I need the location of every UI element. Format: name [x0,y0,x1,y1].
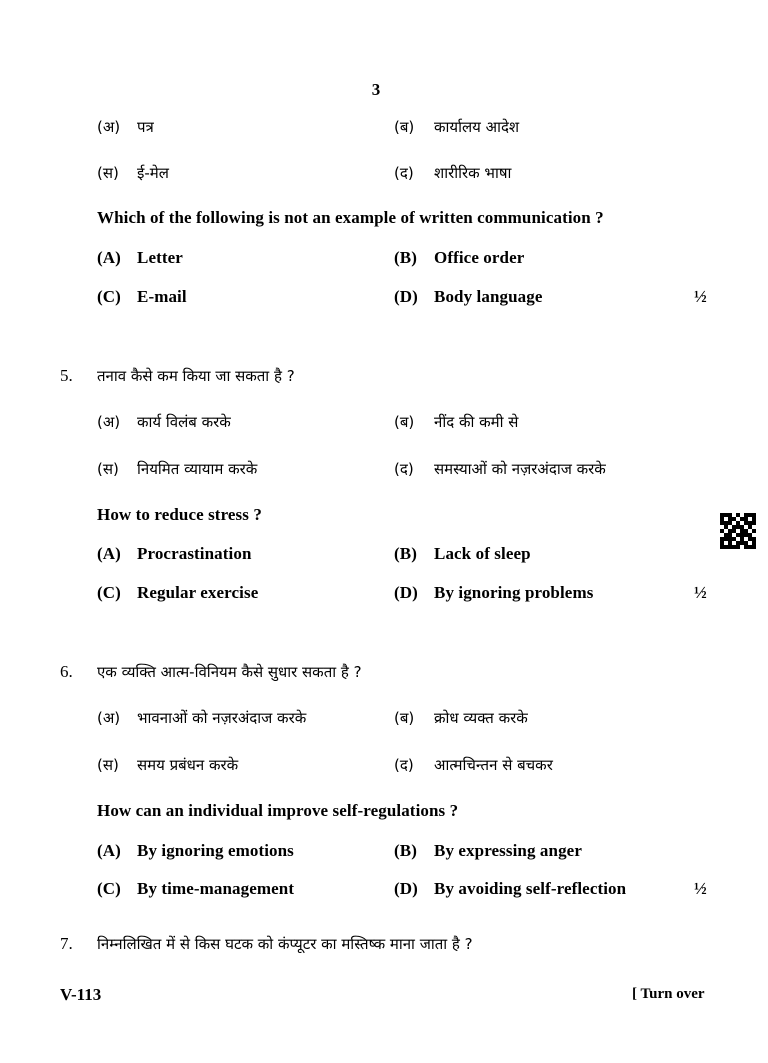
option-b-english: (B) By expressing anger [394,841,582,860]
option-a-hindi: (अ) कार्य विलंब करके [97,413,231,431]
option-b-english: (B) Office order [394,248,525,267]
option-d-hindi: (द) आत्मचिन्तन से बचकर [394,756,553,774]
paper-code: V-113 [60,985,102,1004]
question-text-hindi: तनाव कैसे कम किया जा सकता है ? [97,367,295,385]
option-a-hindi: (अ) भावनाओं को नज़रअंदाज करके [97,709,307,727]
option-c-english: (C) By time-management [97,879,295,898]
option-d-hindi: (द) शारीरिक भाषा [394,164,512,182]
option-a-english: (A) Letter [97,248,183,267]
question-text-hindi: निम्नलिखित में से किस घटक को कंप्यूटर का मस्तिष्क माना जाता है ? [97,935,473,953]
marks-label: ½ [694,287,707,306]
option-a-english: (A) By ignoring emotions [97,841,294,860]
marks-label: ½ [694,583,707,602]
qr-code-icon [720,513,756,549]
question-number: 7. [60,934,73,953]
question-number: 6. [60,662,73,681]
question-number: 5. [60,366,73,385]
option-d-english: (D) By avoiding self-reflection [394,879,627,898]
option-d-english: (D) Body language [394,287,543,306]
option-b-english: (B) Lack of sleep [394,544,531,563]
option-c-hindi: (स) नियमित व्यायाम करके [97,460,258,478]
turn-over-label: [ Turn over [632,986,705,1002]
option-d-english: (D) By ignoring problems [394,583,594,602]
question-text-english: How can an individual improve self-regulations ? [97,801,459,820]
question-text-english: How to reduce stress ? [97,505,262,524]
option-c-hindi: (स) समय प्रबंधन करके [97,756,239,774]
option-d-hindi: (द) समस्याओं को नज़रअंदाज करके [394,460,606,478]
page-number: 3 [371,80,381,99]
option-a-english: (A) Procrastination [97,544,252,563]
option-c-english: (C) E-mail [97,287,187,306]
option-b-hindi: (ब) कार्यालय आदेश [394,118,520,136]
option-b-hindi: (ब) नींद की कमी से [394,413,519,431]
marks-label: ½ [694,879,707,898]
option-b-hindi: (ब) क्रोध व्यक्त करके [394,709,528,727]
option-c-english: (C) Regular exercise [97,583,259,602]
option-a-hindi: (अ) पत्र [97,118,154,136]
question-text-hindi: एक व्यक्ति आत्म-विनियम कैसे सुधार सकता है ? [97,663,362,681]
option-c-hindi: (स) ई-मेल [97,164,169,182]
question-text-english: Which of the following is not an example of written communication ? [97,208,604,227]
